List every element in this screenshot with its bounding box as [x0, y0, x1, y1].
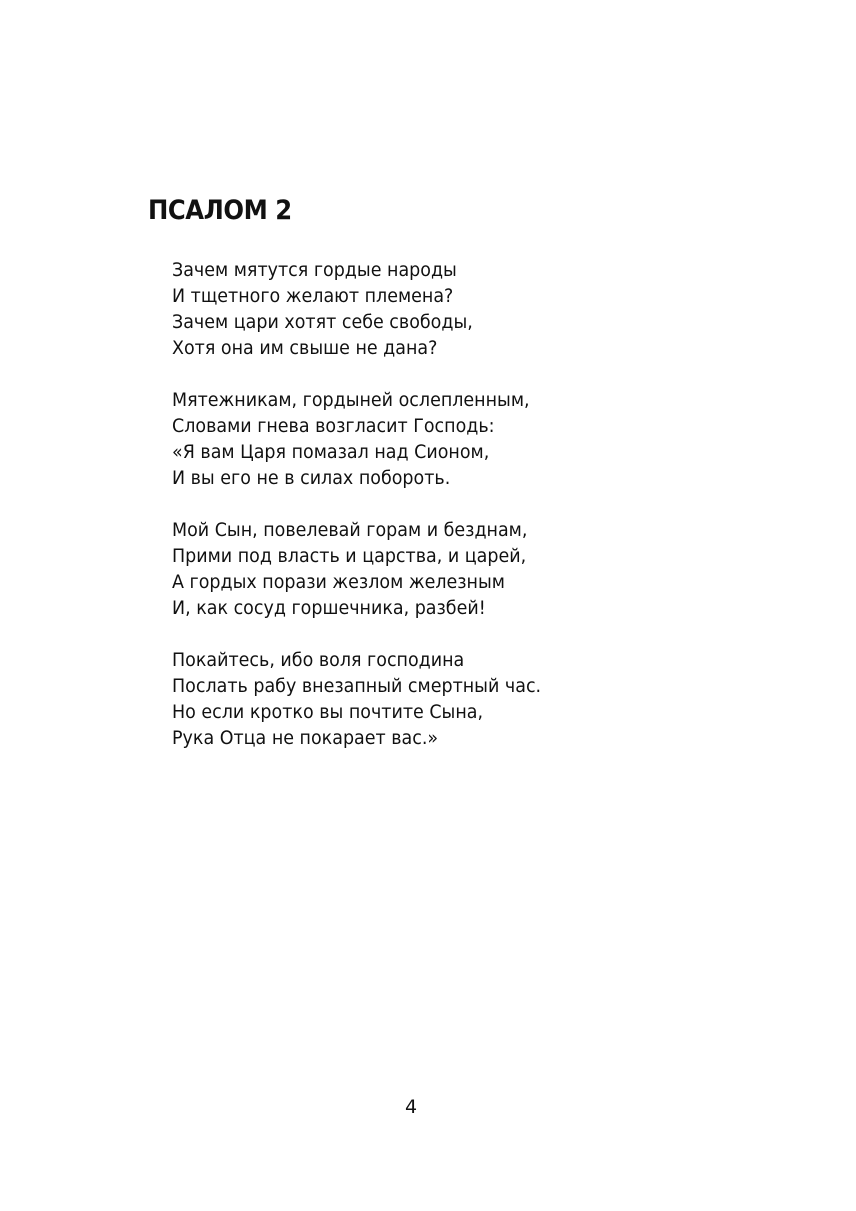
poem-line: Мятежникам, гордыней ослепленным,: [172, 389, 530, 411]
stanza: [172, 517, 772, 621]
poem-line: Мой Сын, повелевай горам и безднам,: [172, 519, 528, 541]
poem-line: Послать рабу внезапный смертный час.: [172, 675, 542, 697]
poem: [172, 257, 772, 777]
poem-line: Хотя она им свыше не дана?: [172, 337, 438, 359]
stanza: [172, 647, 772, 751]
stanza: [172, 387, 772, 491]
page-title: ПСАЛОМ 2: [148, 195, 292, 226]
poem-line: Словами гнева возгласит Господь:: [172, 415, 495, 437]
poem-line: И, как сосуд горшечника, разбей!: [172, 597, 486, 619]
poem-line: Покайтесь, ибо воля господина: [172, 649, 465, 671]
poem-line: Зачем цари хотят себе свободы,: [172, 311, 473, 333]
poem-line: А гордых порази жезлом железным: [172, 571, 505, 593]
poem-line: Прими под власть и царства, и царей,: [172, 545, 527, 567]
poem-line: Зачем мятутся гордые народы: [172, 259, 457, 281]
poem-line: Рука Отца не покарает вас.»: [172, 727, 439, 749]
poem-line: И вы его не в силах побороть.: [172, 467, 451, 489]
poem-line: И тщетного желают племена?: [172, 285, 454, 307]
poem-line: Но если кротко вы почтите Сына,: [172, 701, 484, 723]
stanza: [172, 257, 772, 361]
poem-line: «Я вам Царя помазал над Сионом,: [172, 441, 490, 463]
page-number: 4: [404, 1096, 418, 1118]
